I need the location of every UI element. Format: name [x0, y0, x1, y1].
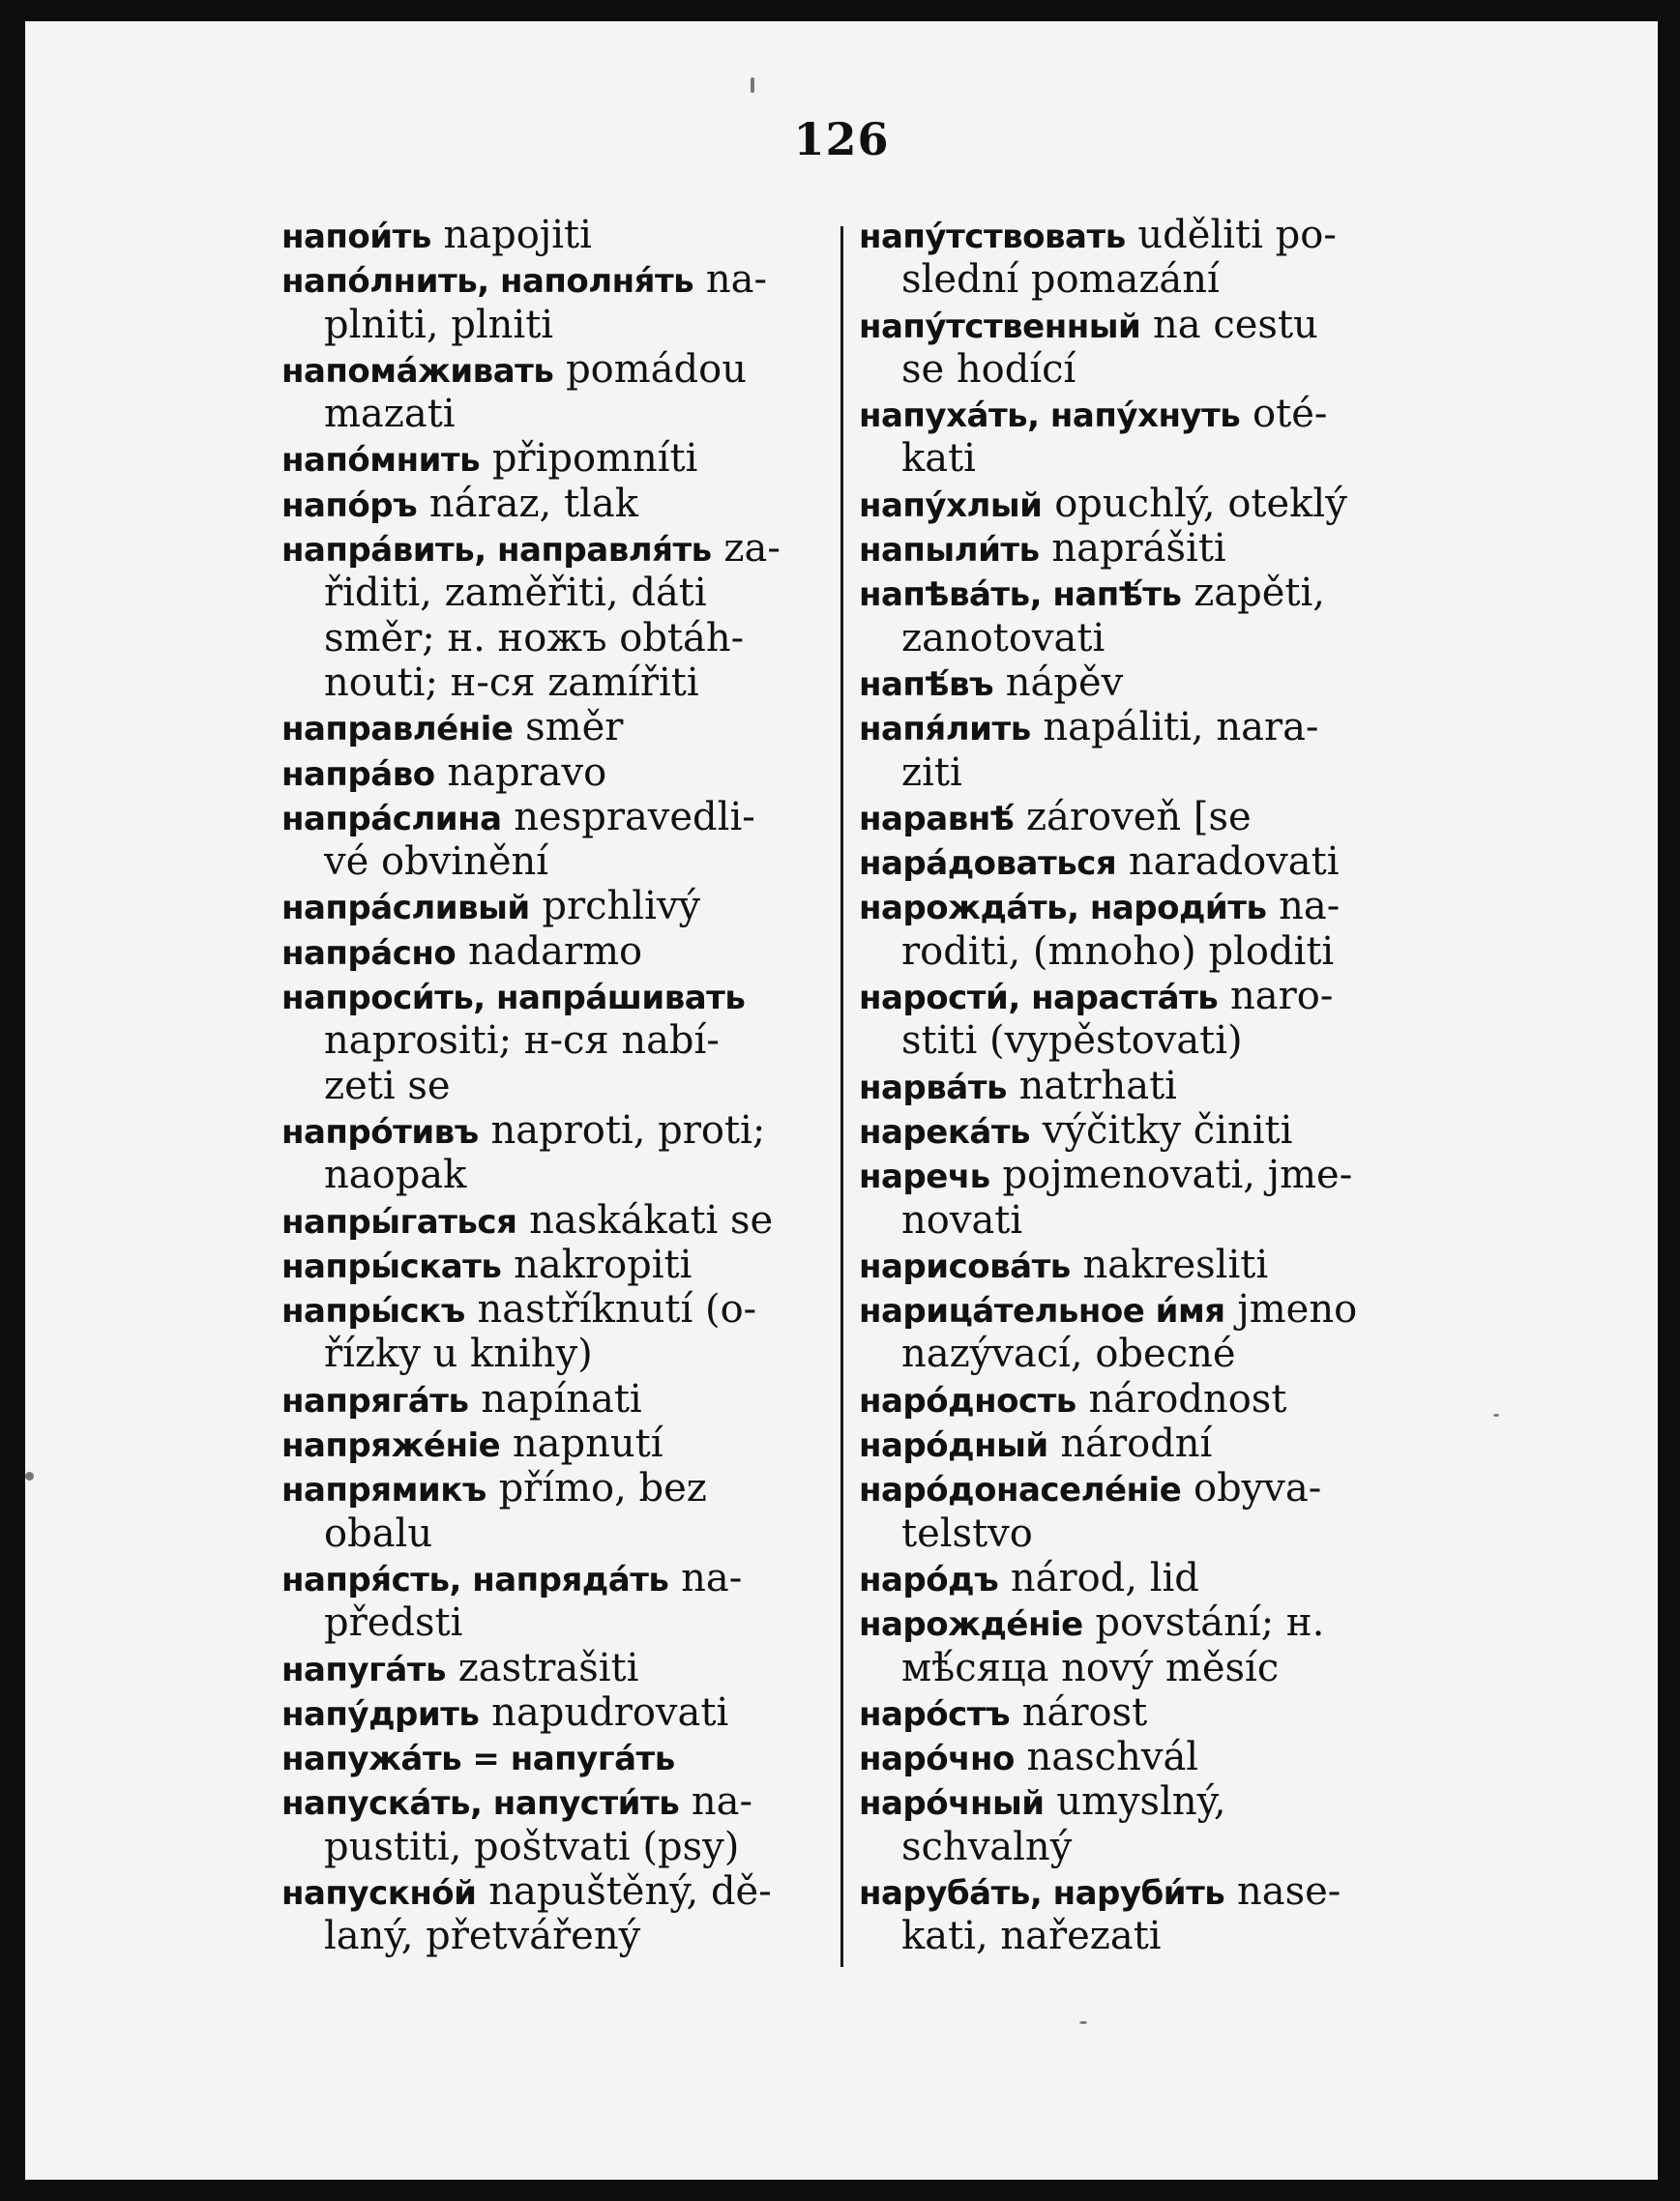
dictionary-entry — [281, 929, 852, 974]
dictionary-entry — [859, 1243, 1439, 1287]
entry-headword: нара́доваться — [859, 844, 1117, 884]
entry-headword: наро́чно — [859, 1740, 1015, 1779]
entry-headword: напыли́ть — [859, 531, 1040, 571]
entry-definition: povstání; н. — [1095, 1600, 1325, 1646]
entry-headword: напужа́ть = напуга́ть — [281, 1740, 675, 1779]
entry-line — [859, 571, 1439, 615]
dictionary-entry — [281, 1377, 852, 1422]
entry-definition: výčitky činiti — [1042, 1107, 1293, 1153]
entry-continuation: nazývací, obecné — [901, 1332, 1236, 1377]
entry-line — [281, 1690, 852, 1735]
entry-line — [859, 1779, 1439, 1824]
entry-line — [859, 884, 1439, 928]
entry-definition: směr — [525, 705, 624, 750]
entry-line — [859, 303, 1439, 347]
entry-definition: nakropiti — [514, 1242, 693, 1287]
entry-continuation: řiditi, zaměřiti, dáti — [324, 571, 707, 616]
entry-continuation: laný, přetvářený — [324, 1914, 641, 1959]
entry-line — [281, 929, 852, 974]
scan-speck — [1079, 2021, 1087, 2024]
dictionary-entry — [859, 1422, 1439, 1466]
dictionary-entry — [859, 392, 1439, 482]
entry-continuation: plniti, plniti — [324, 302, 554, 347]
entry-line — [281, 1869, 852, 1914]
dictionary-entry — [859, 213, 1439, 303]
dictionary-entry — [281, 1108, 852, 1198]
entry-definition: pojmenovati, jme- — [1002, 1153, 1353, 1198]
dictionary-entry — [859, 1556, 1439, 1600]
entry-line — [281, 1198, 852, 1243]
entry-continuation: obalu — [324, 1511, 433, 1556]
left-column — [281, 213, 852, 1959]
entry-definition: napojiti — [443, 213, 592, 257]
entry-definition: národní — [1060, 1422, 1213, 1467]
dictionary-entry — [281, 795, 852, 885]
entry-headword: напра́во — [281, 754, 435, 794]
entry-headword: напо́мнить — [281, 441, 481, 481]
dictionary-entry — [281, 436, 852, 481]
entry-headword: напо́ръ — [281, 485, 418, 525]
entry-line — [281, 1735, 852, 1779]
entry-headword: напома́живать — [281, 351, 554, 391]
entry-headword: напѣва́ть, напѣ́ть — [859, 575, 1182, 615]
entry-continuation: zanotovati — [901, 615, 1105, 660]
entry-continuation: mazati — [324, 392, 456, 437]
entry-line — [281, 1243, 852, 1287]
dictionary-entry — [281, 213, 852, 257]
entry-definition: naprášiti — [1051, 526, 1226, 572]
entry-headword: напрямикъ — [281, 1471, 486, 1511]
entry-continuation: stiti (vypěstovati) — [901, 1018, 1243, 1064]
entry-line — [281, 1287, 852, 1332]
entry-continuation: kati, nařezati — [901, 1914, 1162, 1959]
entry-line — [859, 1600, 1439, 1645]
dictionary-entry — [281, 884, 852, 928]
entry-headword: напроси́ть, напра́шивать — [281, 979, 746, 1018]
entry-line — [281, 1646, 852, 1690]
dictionary-entry — [281, 750, 852, 795]
dictionary-entry — [281, 1690, 852, 1735]
entry-definition: nakresliti — [1082, 1242, 1269, 1287]
entry-definition: pomádou — [566, 346, 747, 392]
dictionary-entry — [281, 974, 852, 1108]
entry-definition: národ, lid — [1010, 1555, 1199, 1600]
dictionary-entry — [859, 795, 1439, 839]
entry-line — [859, 1064, 1439, 1108]
dictionary-entry — [281, 1198, 852, 1243]
entry-definition: prchlivý — [542, 884, 701, 929]
entry-headword: напра́вить, направля́ть — [281, 531, 712, 571]
dictionary-entry — [859, 1690, 1439, 1735]
entry-line — [859, 1869, 1439, 1914]
entry-line — [859, 1690, 1439, 1735]
entry-headword: напуска́ть, напусти́ть — [281, 1784, 680, 1824]
entry-headword: наро́чный — [859, 1784, 1045, 1824]
entry-definition: naro- — [1230, 974, 1334, 1019]
dictionary-entry — [281, 1243, 852, 1287]
entry-definition: nespravedli- — [514, 794, 755, 839]
dictionary-entry — [859, 1869, 1439, 1959]
entry-headword: наро́дъ — [859, 1560, 999, 1599]
entry-line — [859, 1243, 1439, 1287]
dictionary-entry — [281, 526, 852, 705]
entry-definition: napínati — [481, 1376, 642, 1422]
dictionary-entry — [281, 1422, 852, 1466]
entry-continuation: slední pomazání — [901, 257, 1220, 303]
entry-definition: nárost — [1021, 1689, 1148, 1735]
dictionary-entry — [859, 482, 1439, 526]
entry-headword: наруба́ть, наруби́ть — [859, 1873, 1225, 1913]
entry-line — [281, 750, 852, 795]
entry-continuation: kati — [901, 436, 976, 482]
entry-definition: na- — [691, 1779, 753, 1825]
entry-continuation: telstvo — [901, 1511, 1033, 1556]
dictionary-entry — [281, 1466, 852, 1556]
entry-line — [281, 1556, 852, 1600]
entry-continuation: pustiti, poštvati (psy) — [324, 1824, 740, 1869]
dictionary-entry — [281, 1646, 852, 1690]
entry-line — [281, 213, 852, 257]
page-number: 126 — [793, 113, 890, 165]
entry-continuation: roditi, (mnoho) ploditi — [901, 928, 1335, 974]
entry-line — [281, 436, 852, 481]
entry-definition: napudrovati — [491, 1689, 729, 1735]
entry-definition: připomníti — [491, 436, 698, 482]
entry-continuation: schvalný — [901, 1824, 1073, 1869]
dictionary-entry — [859, 526, 1439, 571]
entry-line — [859, 1153, 1439, 1197]
entry-continuation: naprositi; н-ся nabí- — [324, 1018, 720, 1064]
entry-definition: na- — [681, 1555, 743, 1600]
entry-definition: naproti, proti; — [490, 1107, 766, 1153]
entry-line — [281, 1466, 852, 1511]
entry-headword: напуга́ть — [281, 1650, 447, 1689]
dictionary-entry — [859, 1153, 1439, 1243]
entry-definition: naschvál — [1026, 1735, 1199, 1780]
entry-headword: наро́дный — [859, 1426, 1048, 1466]
scan-speck — [25, 1472, 34, 1481]
entry-headword: нарица́тельное и́мя — [859, 1292, 1225, 1332]
entry-line — [281, 1422, 852, 1466]
entry-line — [859, 1556, 1439, 1600]
entry-headword: нарисова́ть — [859, 1247, 1071, 1286]
entry-headword: наречь — [859, 1158, 990, 1197]
entry-headword: напу́дрить — [281, 1694, 480, 1734]
entry-continuation: ziti — [901, 749, 962, 795]
dictionary-entry — [281, 347, 852, 437]
dictionary-entry — [281, 1556, 852, 1646]
entry-line — [281, 884, 852, 928]
entry-headword: нарости́, нараста́ть — [859, 979, 1219, 1018]
entry-definition: umyslný, — [1056, 1779, 1226, 1825]
dictionary-entry — [281, 1287, 852, 1377]
entry-definition: náraz, tlak — [428, 481, 638, 526]
dictionary-entry — [281, 705, 852, 749]
dictionary-entry — [859, 705, 1439, 795]
entry-line — [859, 1422, 1439, 1466]
entry-continuation: novati — [901, 1197, 1023, 1243]
entry-line — [859, 795, 1439, 839]
entry-headword: напры́гаться — [281, 1202, 517, 1242]
entry-headword: наро́стъ — [859, 1694, 1011, 1734]
entry-headword: напу́тствовать — [859, 218, 1126, 256]
entry-definition: nadarmo — [467, 928, 643, 974]
dictionary-entry — [281, 1735, 852, 1779]
entry-headword: напры́скать — [281, 1247, 502, 1286]
entry-definition: na- — [705, 257, 768, 303]
dictionary-entry — [859, 1108, 1439, 1153]
entry-line — [281, 347, 852, 392]
entry-definition: zapěti, — [1194, 571, 1326, 616]
entry-line — [859, 213, 1439, 257]
entry-line — [859, 1466, 1439, 1511]
entry-continuation: nouti; н-ся zamířiti — [324, 660, 699, 705]
entry-headword: напя́лить — [859, 710, 1031, 749]
scan-speck — [751, 77, 754, 93]
entry-headword: напра́сливый — [281, 889, 530, 928]
entry-line — [281, 482, 852, 526]
entry-continuation: směr; н. ножъ obtáh- — [324, 615, 745, 660]
entry-line — [859, 660, 1439, 705]
entry-continuation: se hodící — [901, 346, 1076, 392]
entry-headword: наравнѣ́ — [859, 799, 1015, 838]
entry-definition: napravo — [447, 749, 607, 795]
entry-continuation: naopak — [324, 1153, 467, 1198]
entry-line — [281, 526, 852, 571]
dictionary-entry — [281, 1779, 852, 1869]
entry-headword: напра́сно — [281, 933, 457, 973]
entry-line — [281, 795, 852, 839]
entry-continuation: předsti — [324, 1600, 463, 1646]
entry-headword: наро́дность — [859, 1381, 1076, 1421]
entry-headword: напряже́ніе — [281, 1426, 501, 1466]
entry-line — [859, 1108, 1439, 1153]
entry-headword: напра́слина — [281, 799, 502, 838]
entry-headword: напро́тивъ — [281, 1112, 479, 1152]
entry-definition: napáliti, nara- — [1043, 705, 1319, 750]
dictionary-entry — [281, 482, 852, 526]
entry-line — [859, 482, 1439, 526]
entry-headword: напускно́й — [281, 1873, 477, 1913]
entry-headword: нарва́ть — [859, 1068, 1007, 1107]
entry-line — [859, 1735, 1439, 1779]
entry-headword: напѣ́въ — [859, 664, 994, 704]
entry-continuation: řízky u knihy) — [324, 1332, 593, 1377]
dictionary-entry — [859, 660, 1439, 705]
scan-speck — [1493, 1414, 1499, 1417]
entry-line — [859, 526, 1439, 571]
entry-line — [281, 257, 852, 302]
entry-headword: наро́донаселе́ніе — [859, 1471, 1182, 1511]
dictionary-entry — [859, 303, 1439, 393]
entry-headword: нарожде́ніе — [859, 1605, 1083, 1645]
entry-definition: jmeno — [1237, 1287, 1358, 1333]
entry-line — [281, 1108, 852, 1153]
entry-definition: oté- — [1253, 392, 1328, 437]
dictionary-entry — [859, 1287, 1439, 1377]
entry-headword: напры́скъ — [281, 1292, 465, 1332]
entry-definition: přímo, bez — [498, 1466, 707, 1511]
dictionary-entry — [859, 1779, 1439, 1869]
entry-headword: нарожда́ть, народи́ть — [859, 889, 1267, 928]
dictionary-entry — [859, 571, 1439, 660]
column-divider — [840, 226, 843, 1967]
dictionary-entry — [859, 1377, 1439, 1422]
entry-headword: напряга́ть — [281, 1381, 469, 1421]
right-column — [859, 213, 1439, 1959]
dictionary-entry — [281, 257, 852, 347]
entry-headword: напу́тственный — [859, 307, 1141, 346]
dictionary-entry — [859, 974, 1439, 1064]
dictionary-page — [25, 21, 1658, 2180]
entry-continuation: мѣ́сяца nový měsíc — [901, 1645, 1280, 1690]
entry-definition: natrhati — [1018, 1063, 1177, 1108]
entry-headword: напои́ть — [281, 218, 431, 256]
entry-continuation: zeti se — [324, 1063, 451, 1108]
entry-definition: naradovati — [1128, 839, 1340, 885]
entry-headword: направле́ніе — [281, 710, 514, 749]
entry-line — [859, 1377, 1439, 1422]
entry-definition: zároveň [se — [1025, 794, 1252, 839]
entry-line — [859, 974, 1439, 1018]
dictionary-entry — [859, 1600, 1439, 1690]
entry-line — [859, 705, 1439, 749]
entry-definition: nastříknutí (o- — [477, 1287, 757, 1333]
entry-definition: naskákati se — [529, 1197, 774, 1243]
entry-line — [859, 1287, 1439, 1332]
entry-line — [281, 974, 852, 1018]
dictionary-entry — [859, 839, 1439, 884]
entry-definition: nápěv — [1005, 660, 1124, 705]
entry-definition: opuchlý, oteklý — [1054, 481, 1347, 526]
entry-headword: нарека́ть — [859, 1112, 1031, 1152]
dictionary-entry — [859, 1064, 1439, 1108]
dictionary-entry — [281, 1869, 852, 1959]
entry-definition: zastrašiti — [457, 1645, 639, 1690]
entry-definition: na- — [1279, 884, 1341, 929]
entry-line — [281, 705, 852, 749]
entry-headword: напо́лнить, наполня́ть — [281, 262, 694, 302]
entry-definition: za- — [723, 526, 781, 572]
entry-line — [859, 839, 1439, 884]
entry-line — [859, 392, 1439, 436]
entry-definition: uděliti po- — [1137, 213, 1337, 257]
entry-line — [281, 1377, 852, 1422]
entry-definition: napnutí — [512, 1422, 663, 1467]
entry-headword: напря́сть, напряда́ть — [281, 1560, 669, 1599]
entry-definition: obyva- — [1193, 1466, 1322, 1511]
entry-definition: národnost — [1088, 1376, 1287, 1422]
dictionary-entry — [859, 1735, 1439, 1779]
entry-continuation: vé obvinění — [324, 839, 549, 885]
entry-line — [281, 1779, 852, 1824]
dictionary-entry — [859, 1466, 1439, 1556]
entry-headword: напу́хлый — [859, 485, 1043, 525]
entry-headword: напуха́ть, напу́хнуть — [859, 396, 1241, 436]
entry-definition: na cestu — [1153, 302, 1318, 347]
entry-definition: nase- — [1237, 1868, 1341, 1914]
dictionary-entry — [859, 884, 1439, 974]
entry-definition: napuštěný, dě- — [488, 1868, 772, 1914]
